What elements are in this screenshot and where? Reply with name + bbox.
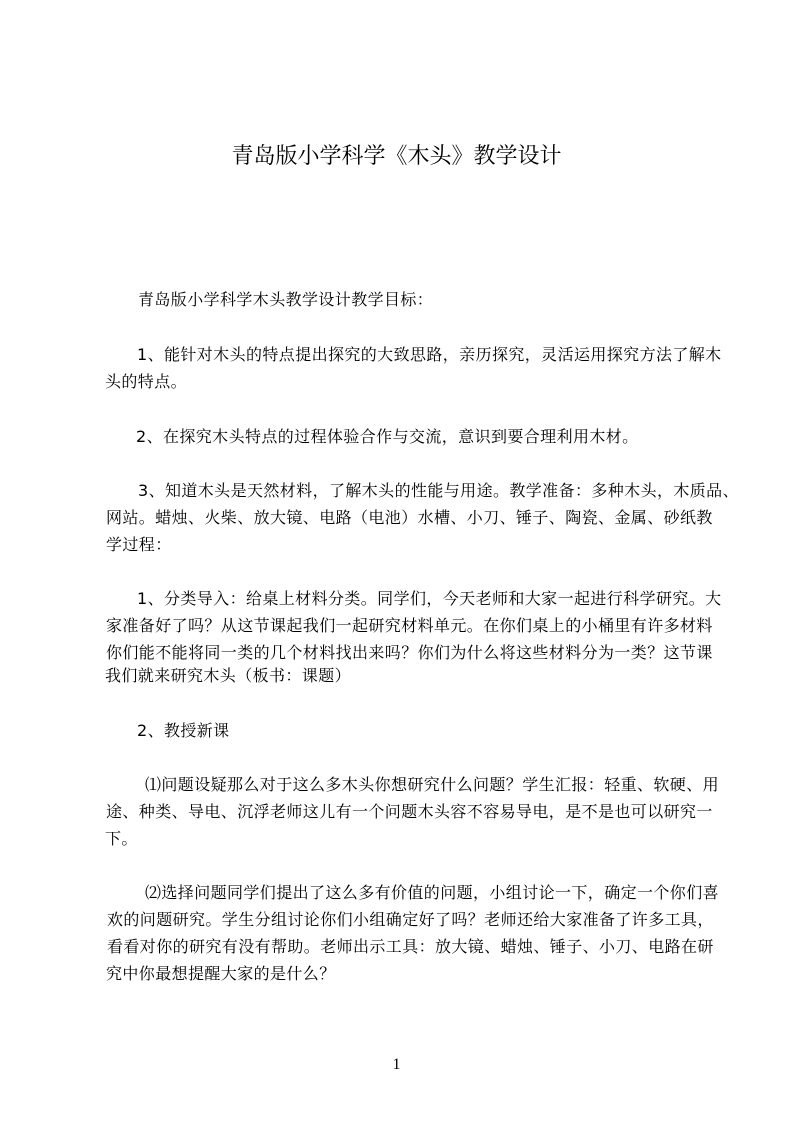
paragraph-line: 2、教授新课 xyxy=(137,721,230,740)
paragraph-line: 青岛版小学科学木头教学设计教学目标： xyxy=(138,290,434,309)
document-title: 青岛版小学科学《木头》教学设计 xyxy=(231,144,562,169)
paragraph-line: 下。 xyxy=(105,829,138,848)
paragraph-line: 学过程： xyxy=(106,535,172,554)
paragraph-line: 1、分类导入：给桌上材料分类。同学们，今天老师和大家一起进行科学研究。大 xyxy=(137,589,722,608)
paragraph-line: 3、知道木头是天然材料，了解木头的性能与用途。教学准备：多种木头，木质品、 xyxy=(138,481,739,500)
paragraph-line: 我们就来研究木头（板书：课题） xyxy=(105,666,352,685)
paragraph-line: 网站。蜡烛、火柴、放大镜、电路（电池）水槽、小刀、锤子、陶瓷、金属、砂纸教 xyxy=(106,508,713,527)
paragraph-line: 你们能不能将同一类的几个材料找出来吗？你们为什么将这些材料分为一类？这节课 xyxy=(106,643,713,662)
paragraph-line: ⑵选择问题同学们提出了这么多有价值的问题，小组讨论一下，确定一个你们喜 xyxy=(145,883,720,902)
paragraph-line: 家准备好了吗？从这节课起我们一起研究材料单元。在你们桌上的小桶里有许多材料 xyxy=(106,616,713,635)
paragraph-line: 看看对你的研究有没有帮助。老师出示工具：放大镜、蜡烛、锤子、小刀、电路在研 xyxy=(107,937,714,956)
paragraph-line: 欢的问题研究。学生分组讨论你们小组确定好了吗？老师还给大家准备了许多工具， xyxy=(107,910,714,929)
paragraph-line: ⑴问题设疑那么对于这么多木头你想研究什么问题？学生汇报：轻重、软硬、用 xyxy=(145,775,720,794)
paragraph-line: 1、能针对木头的特点提出探究的大致思路，亲历探究，灵活运用探究方法了解木 xyxy=(137,345,722,364)
paragraph-line: 究中你最想提醒大家的是什么？ xyxy=(106,964,336,983)
paragraph-line: 头的特点。 xyxy=(105,372,188,391)
paragraph-line: 2、在探究木头特点的过程体验合作与交流，意识到要合理利用木材。 xyxy=(136,427,639,446)
page-number: 1 xyxy=(392,1056,401,1073)
paragraph-line: 途、种类、导电、沉浮老师这儿有一个问题木头容不容易导电，是不是也可以研究一 xyxy=(106,802,713,821)
